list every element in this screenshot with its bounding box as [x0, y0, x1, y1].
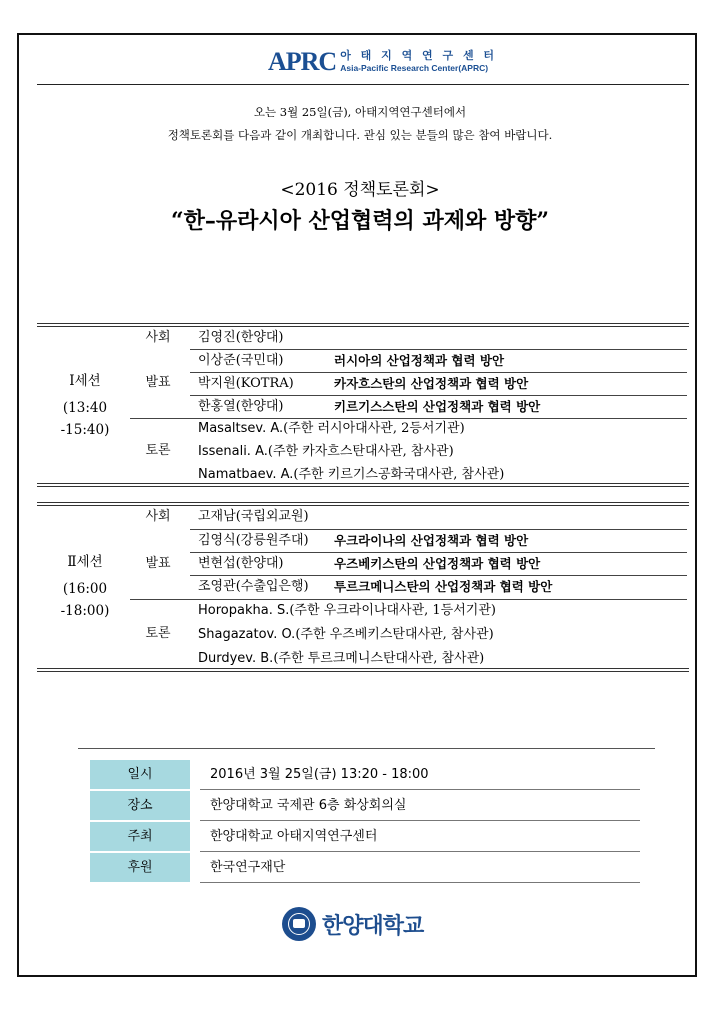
session2-topic-2: 우즈베키스탄의 산업정책과 협력 방안 [334, 556, 541, 571]
session2-label: Ⅱ세션 [67, 554, 103, 570]
session2-presenter-2: 변현섭(한양대) [198, 556, 284, 571]
university-name: 한양대학교 [322, 913, 424, 939]
session1-presenter-1: 이상준(국민대) [198, 353, 284, 368]
session2-discussant-3: Durdyev. B.(주한 투르크메니스탄대사관, 참사관) [198, 651, 485, 666]
info-label-date: 일시 [90, 760, 190, 789]
aprc-logo-english: Asia-Pacific Research Center(APRC) [340, 63, 489, 73]
session2-presenter-label: 발표 [145, 556, 171, 571]
session2-discussant-label: 토론 [145, 626, 171, 641]
info-top-rule [78, 748, 655, 749]
session1-discussant-3: Namatbaev. A.(주한 키르기스공화국대사관, 참사관) [198, 467, 505, 482]
university-seal-icon [282, 907, 316, 941]
person-affiliation: (한양대) [235, 330, 284, 345]
aprc-logo [268, 48, 497, 76]
intro-line-2: 정책토론회를 다음과 같이 개최합니다. 관심 있는 분들의 많은 참여 바랍니다. [167, 128, 553, 142]
person-name: 김영진 [198, 330, 236, 345]
session2-topic-1: 우크라이나의 산업정책과 협력 방안 [334, 533, 529, 548]
session1-label: Ⅰ세션 [69, 373, 101, 389]
info-label-host: 주최 [90, 822, 190, 851]
event-title: “한–유라시아 산업협력의 과제와 방향” [170, 208, 550, 234]
session1-presenter-3: 한홍열(한양대) [198, 399, 284, 414]
event-subtitle: <2016 정책토론회> [280, 180, 440, 200]
row-divider [200, 789, 640, 790]
session1-presenter-2: 박지원(KOTRA) [198, 376, 294, 391]
session1-topic-1: 러시아의 산업정책과 협력 방안 [334, 353, 505, 368]
row-divider [200, 882, 640, 883]
session1-time-start: (13:40 [62, 400, 108, 416]
session1-time-end: -15:40) [60, 422, 110, 438]
info-label-sponsor: 후원 [90, 853, 190, 882]
info-value-date: 2016년 3월 25일(금) 13:20 - 18:00 [210, 767, 429, 782]
header-divider [37, 84, 689, 85]
session2-bottom-rule [37, 668, 689, 672]
session1-discussant-2: Issenali. A.(주한 카자흐스탄대사관, 참사관) [198, 444, 454, 459]
session1-topic-3: 키르기스스탄의 산업정책과 협력 방안 [334, 399, 541, 414]
session1-topic-2: 카자흐스탄의 산업정책과 협력 방안 [334, 376, 529, 391]
session1-top-rule [37, 323, 689, 327]
session2-chair: 고재남(국립외교원) [198, 509, 309, 524]
session2-top-rule [37, 502, 689, 506]
session2-chair-label: 사회 [145, 509, 171, 524]
info-value-sponsor: 한국연구재단 [210, 860, 286, 875]
session2-time-end: -18:00) [60, 603, 110, 619]
session1-presenter-label: 발표 [145, 375, 171, 390]
session1-discussant-label: 토론 [145, 443, 171, 458]
session2-discussant-2: Shagazatov. O.(주한 우즈베키스탄대사관, 참사관) [198, 627, 494, 642]
info-label-venue: 장소 [90, 791, 190, 820]
aprc-logo-mark: APRC [268, 47, 337, 76]
session2-time-start: (16:00 [62, 581, 108, 597]
university-logo [282, 907, 423, 941]
row-divider [200, 851, 640, 852]
session2-presenter-3: 조영관(수출입은행) [198, 579, 309, 594]
info-value-venue: 한양대학교 국제관 6층 화상회의실 [210, 798, 407, 813]
row-divider [200, 820, 640, 821]
session2-discussant-1: Horopakha. S.(주한 우크라이나대사관, 1등서기관) [198, 603, 496, 618]
session1-discussant-1: Masaltsev. A.(주한 러시아대사관, 2등서기관) [198, 421, 465, 436]
session2-topic-3: 투르크메니스탄의 산업정책과 협력 방안 [334, 579, 553, 594]
session2-presenter-1: 김영식(강릉원주대) [198, 533, 309, 548]
session1-chair [198, 327, 284, 348]
session1-bottom-rule [37, 483, 689, 487]
intro-line-1: 오는 3월 25일(금), 아태지역연구센터에서 [253, 105, 467, 119]
info-value-host: 한양대학교 아태지역연구센터 [210, 829, 378, 844]
session1-chair-label: 사회 [145, 330, 171, 345]
aprc-logo-korean: 아 태 지 역 연 구 센 터 [340, 49, 498, 62]
